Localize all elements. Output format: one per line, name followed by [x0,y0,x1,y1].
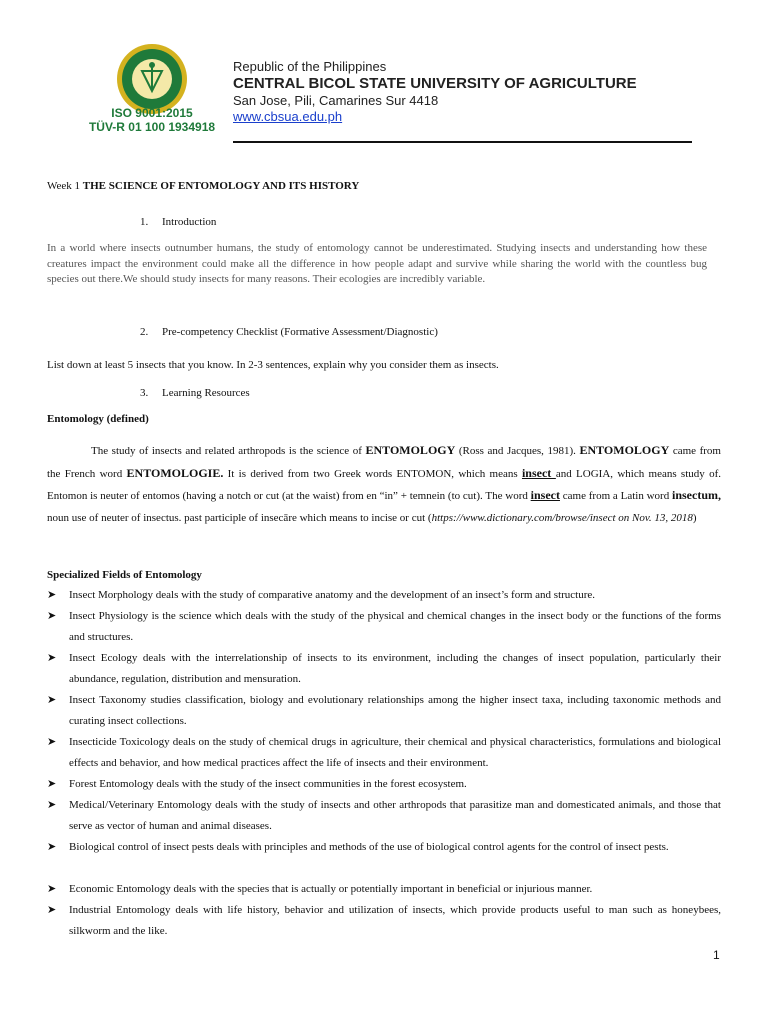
university-name: CENTRAL BICOL STATE UNIVERSITY OF AGRICULTURE [233,75,637,92]
field-item: Economic Entomology deals with the species that is actually or potentially important in beneficial or injurious manner. [69,883,593,895]
tuv-certificate: TÜV-R 01 100 1934918 [88,120,216,134]
citation: https://www.dictionary.com/browse/insect on Nov. 13, 2018 [431,511,693,524]
definition-paragraph: The study of insects and related arthropods is the science of ENTOMOLOGY (Ross and Jacques, 1981). ENTOMOLOGY came from the French word ENTOMOLOGIE. It is derived from two Greek words ENTOMON, which means insect and LOGIA, which means study of. Entomon is neuter of entomos (having a notch or cut (at the waist) from en “in” + temnein (to cut). The word insect came from a Latin word insectum, noun use of neuter of insectus. past participle of insecāre which means to incise or cut (https://www.dictionary.com/browse/insect on Nov. 13, 2018) [47,443,721,524]
field-item: Biological control of insect pests deals with principles and methods of the use of biological control agents for the control of insect pests. [69,841,669,853]
bullet-arrow-icon: ➤ [47,904,57,916]
bullet-arrow-icon: ➤ [47,610,57,622]
field-item: Medical/Veterinary Entomology deals with the study of insects and other arthropods that parasitize man and domesticated animals, and those that serve as vector of human and animal diseases. [69,799,721,832]
section-2-number: 2. [140,326,149,338]
specialized-heading: Specialized Fields of Entomology [47,569,202,581]
week-label: Week 1 [47,180,81,192]
week-heading [47,179,359,193]
bullet-arrow-icon: ➤ [47,841,57,853]
field-item: Insect Ecology deals with the interrelationship of insects to its environment, including the changes of insect population, particularly their abundance, regulation, distribution and mensuration. [69,652,721,685]
section-1-number: 1. [140,216,149,228]
section-3-label: Learning Resources [162,387,250,399]
page-number: 1 [713,948,720,962]
bullet-arrow-icon: ➤ [47,652,57,664]
introduction-paragraph: In a world where insects outnumber humans, the study of entomology cannot be underestimated. Studying insects and understanding how these creatures impact the environment could make all the difference in how people adapt and survive while sharing the world with the countless bug species out there.We should study insects for many reasons. Their ecologies are incredibly variable. [47,242,707,285]
field-item: Industrial Entomology deals with life history, behavior and utilization of insects, which provide products useful to man such as honeybees, silkworm and the like. [69,904,721,937]
definition-heading: Entomology (defined) [47,413,149,425]
iso-certification [84,106,220,134]
checklist-instruction: List down at least 5 insects that you know. In 2-3 sentences, explain why you consider them as insects. [47,359,499,371]
header-divider [233,141,692,143]
institution-header [233,59,637,125]
section-2-label: Pre-competency Checklist (Formative Assessment/Diagnostic) [162,326,438,338]
section-3-number: 3. [140,387,149,399]
university-seal-logo [116,43,188,115]
republic-line: Republic of the Philippines [233,59,387,74]
website-link[interactable]: www.cbsua.edu.ph [233,109,343,124]
bullet-arrow-icon: ➤ [47,778,57,790]
field-item: Insect Taxonomy studies classification, biology and evolutionary relationships among the higher insect taxa, including taxonomic methods and curating insect collections. [69,694,721,727]
section-1-label: Introduction [162,216,217,228]
bullet-arrow-icon: ➤ [47,883,57,895]
bullet-arrow-icon: ➤ [47,799,57,811]
iso-standard: ISO 9001:2015 [111,106,193,120]
bullet-arrow-icon: ➤ [47,694,57,706]
week-title: THE SCIENCE OF ENTOMOLOGY AND ITS HISTORY [82,180,360,192]
address-line: San Jose, Pili, Camarines Sur 4418 [233,93,439,108]
field-item: Insect Morphology deals with the study of comparative anatomy and the development of an insect’s form and structure. [69,589,596,601]
field-item: Forest Entomology deals with the study of the insect communities in the forest ecosystem. [69,778,467,790]
bullet-arrow-icon: ➤ [47,736,57,748]
field-item: Insecticide Toxicology deals on the study of chemical drugs in agriculture, their chemical and physical characteristics, formulations and biological effects and behavior, and how medical practices affect the life of insects and their environment. [69,736,721,769]
bullet-arrow-icon: ➤ [47,589,57,601]
field-item: Insect Physiology is the science which deals with the study of the physical and chemical changes in the insect body or the functions of the forms and structures. [69,610,721,643]
